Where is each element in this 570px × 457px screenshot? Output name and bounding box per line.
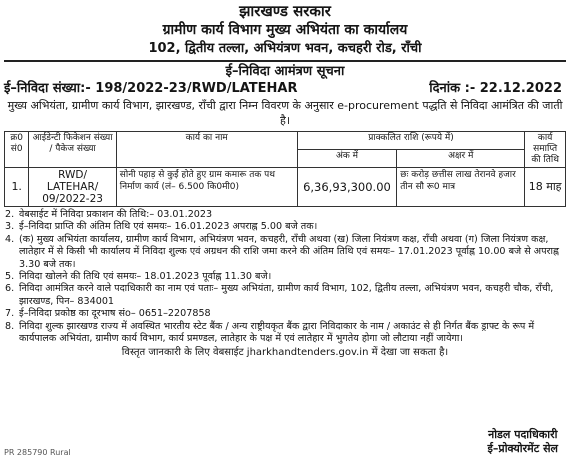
notice-date: दिनांक :- 22.12.2022 — [429, 81, 562, 96]
reference-line — [0, 81, 570, 97]
notice-title: ई–निविदा आमंत्रण सूचना — [225, 64, 345, 79]
cell-period: 18 माह — [525, 168, 566, 207]
list-item: 6. निविदा आमंत्रित करने वाले पदाधिकारी का नाम एवं पताः– मुख्य अभियंता, ग्रामीण कार्य विभाग, 102, द्वितीय तल्ला, अभियंत्रण भवन, कचहरी चौक, राँची, झारखण्ड, पिन– 834001 — [5, 283, 554, 307]
signatory-cell: ई–प्रोक्योरमेंट सेल — [487, 442, 558, 455]
cell-work: सोनी पहाड़ से कुईं होते हुए ग्राम कमारू तक पथ निर्माण कार्य (लं– 6.500 कि0मी0) — [116, 168, 297, 207]
list-item: 4. (क) मुख्य अभियंता कार्यालय, ग्रामीण कार्य विभाग, अभियंत्रण भवन, कचहरी, राँची अथवा (ख) जिला नियंत्रण कक्ष, राँची अथवा (ग) जिला नियंत्रण कक्ष, लातेहार में से किसी भी कार्यालय में निविदा शुल्क एवं अग्रधन की राशि जमा करने की अंतिम तिथि एवं समयः– 17.01.2023 पूर्वाह्न 10.00 बजे से अपराह्न 3.30 बजे तक। — [5, 233, 559, 270]
col-header-words: अक्षर में — [397, 150, 525, 168]
list-item: 5. निविदा खोलने की तिथि एवं समयः– 18.01.2023 पूर्वाह्न 11.30 बजे। — [5, 271, 272, 283]
list-item: 3. ई–निविदा प्राप्ति की अंतिम तिथि एवं समयः– 16.01.2023 अपराह्न 5.00 बजे तक। — [5, 221, 318, 233]
table-row — [5, 168, 566, 207]
website-detail: विस्तृत जानकारी के लिए वेबसाईट jharkhandtenders.gov.in में देखा जा सकता है। — [121, 347, 449, 359]
col-header-cost: प्राक्कलित राशि (रूपये में) — [297, 132, 525, 150]
tender-number: ई–निविदा संख्या:- 198/2022-23/RWD/LATEHAR — [4, 81, 298, 96]
col-header-work: कार्य का नाम — [116, 132, 297, 168]
letterhead — [0, 1, 570, 58]
cell-amount-words: छः करोड़ छत्तीस लाख तेरानवे हजार तीन सौ रू0 मात्र — [397, 168, 525, 207]
intro-paragraph: मुख्य अभियंता, ग्रामीण कार्य विभाग, झारखण्ड, राँची द्वारा निम्न विवरण के अनुसार e-procurement पद्धति से निविदा आमंत्रित की जाती है। — [7, 99, 563, 127]
col-header-sl: क्र0 सं0 — [5, 132, 29, 168]
footer-fragment: PR 285790 Rural — [4, 448, 71, 457]
government-title: झारखण्ड सरकार — [239, 2, 331, 20]
col-header-period: कार्य समाप्ति की तिथि — [525, 132, 566, 168]
signature-block — [488, 428, 558, 456]
cell-id: RWD/ LATEHAR/ 09/2022-23 — [29, 168, 116, 207]
office-address: 102, द्वितीय तल्ला, अभियंत्रण भवन, कचहरी रोड, राँची — [148, 41, 422, 56]
office-title: ग्रामीण कार्य विभाग मुख्य अभियंता का कार्यालय — [162, 22, 408, 38]
signatory-title: नोडल पदाधिकारी — [488, 428, 558, 441]
col-header-id: आईडेन्टी फिकेशन संख्या / पैकेज संख्या — [29, 132, 116, 168]
cell-amount-digits: 6,36,93,300.00 — [297, 168, 397, 207]
col-header-digits: अंक में — [297, 150, 397, 168]
tender-table — [4, 131, 566, 207]
list-item: 8. निविदा शुल्क झारखण्ड राज्य में अवस्थित भारतीय स्टेट बैंक / अन्य राष्ट्रीयकृत बैंक द्वारा निविदाकार के नाम / अकाउंट से ही निर्गत बैंक ड्राफ्ट के रूप में कार्यपालक अभियंता, ग्रामीण कार्य विभाग, कार्य प्रमण्डल, लातेहार के पक्ष में एवं लातेहार में भुगतेय होगा जो लौटाया नहीं जायेगा। — [5, 320, 535, 345]
cell-sl: 1. — [5, 168, 29, 207]
list-item: 7. ई–निविदा प्रकोष्ठ का दूरभाष संo– 0651–2207858 — [5, 308, 211, 320]
header-divider — [4, 60, 566, 62]
points-list — [0, 207, 570, 360]
list-item: 2. वेबसाईट में निविदा प्रकाशन की तिथि:– 03.01.2023 — [5, 209, 213, 220]
